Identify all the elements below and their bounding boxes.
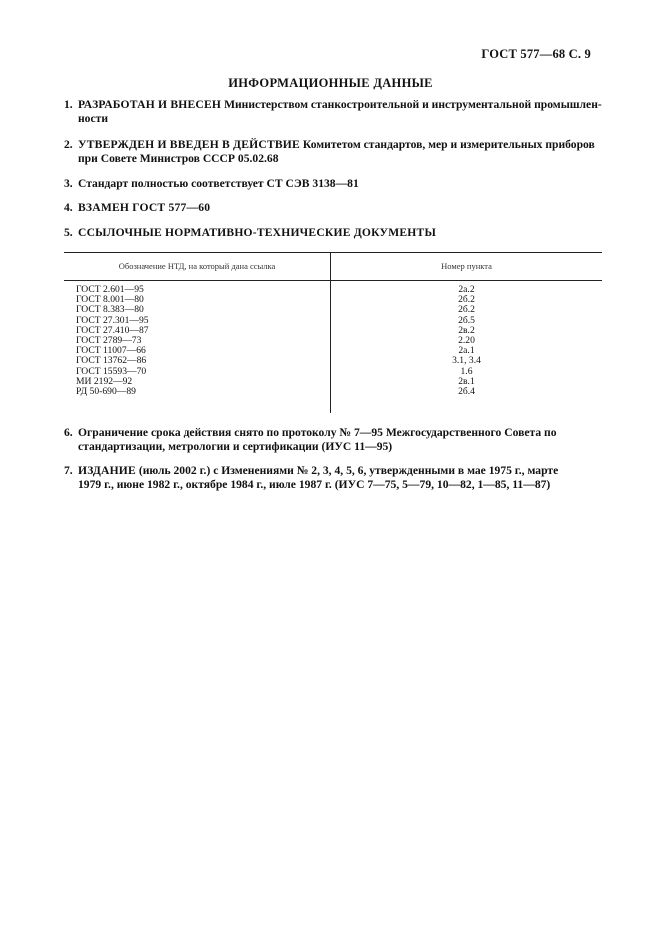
cell-document-designation: ГОСТ 13762—86: [76, 355, 147, 367]
table-header-row: [64, 252, 602, 281]
info-item-7: [64, 464, 602, 491]
item-text: ВЗАМЕН ГОСТ 577—60: [78, 201, 211, 214]
item-number: 5.: [64, 226, 73, 239]
cell-clause-number: 2а.1: [458, 345, 475, 357]
table-row: [64, 367, 602, 377]
table-row: [64, 326, 602, 336]
item-lead: УТВЕРЖДЕН И ВВЕДЕН В ДЕЙСТВИЕ: [78, 138, 300, 151]
info-item-1: [64, 98, 602, 125]
column-header-clause: Номер пункта: [441, 261, 492, 271]
cell-clause-number: 2а.2: [458, 284, 475, 295]
cell-clause-number: 2в.1: [458, 375, 475, 387]
item-text-line1: Комитетом стандартов, мер и измерительных приборов: [302, 138, 595, 151]
item-text: ССЫЛОЧНЫЕ НОРМАТИВНО-ТЕХНИЧЕСКИЕ ДОКУМЕНТЫ: [78, 226, 437, 239]
cell-clause-number: 2б.4: [458, 385, 475, 397]
item-number: 4.: [64, 201, 73, 214]
cell-document-designation: РД 50-690—89: [76, 385, 136, 397]
cell-clause-number: 3.1, 3.4: [452, 355, 481, 367]
item-text-line1: (июль 2002 г.) с Изменениями № 2, 3, 4, 5, 6, утвержденными в мае 1975 г., марте: [138, 464, 559, 477]
cell-clause-number: 2б.2: [458, 304, 475, 316]
item-number: 3.: [64, 177, 73, 190]
info-item-6: [64, 426, 602, 453]
page-header-doc-ref: ГОСТ 577—68 С. 9: [481, 47, 591, 61]
cell-document-designation: ГОСТ 8.001—80: [76, 294, 144, 306]
item-text: Стандарт полностью соответствует СТ СЭВ 3138—81: [78, 177, 359, 190]
cell-clause-number: 2б.2: [458, 294, 475, 306]
cell-clause-number: 2б.5: [458, 314, 475, 326]
item-number: 7.: [64, 464, 73, 477]
cell-document-designation: ГОСТ 2789—73: [76, 334, 142, 346]
info-item-2: [64, 138, 602, 165]
table-row: [64, 295, 602, 305]
item-text-line2: при Совете Министров СССР 05.02.68: [78, 151, 279, 165]
cell-document-designation: ГОСТ 11007—66: [76, 345, 146, 357]
cell-clause-number: 2в.2: [458, 324, 475, 336]
cell-document-designation: ГОСТ 27.301—95: [76, 314, 149, 326]
table-row: [64, 285, 602, 295]
table-row: [64, 387, 602, 397]
item-text-line2: ности: [78, 111, 108, 125]
item-text-line2: стандартизации, метрологии и сертификации (ИУС 11—95): [78, 439, 393, 453]
item-text-line1: Министерством станкостроительной и инструментальной промышлен-: [224, 98, 602, 111]
table-row: [64, 377, 602, 387]
item-text-line1: Ограничение срока действия снято по протоколу № 7—95 Межгосударственного Совета по: [78, 426, 557, 439]
cell-document-designation: ГОСТ 27.410—87: [76, 324, 149, 336]
table-body: [64, 285, 602, 397]
table-row: [64, 356, 602, 366]
cell-clause-number: 2.20: [458, 334, 475, 346]
cell-document-designation: ГОСТ 15593—70: [76, 365, 147, 377]
item-number: 1.: [64, 98, 73, 111]
item-lead: РАЗРАБОТАН И ВНЕСЕН: [78, 98, 222, 111]
cell-document-designation: ГОСТ 8.383—80: [76, 304, 144, 316]
cell-document-designation: МИ 2192—92: [76, 375, 133, 387]
item-number: 6.: [64, 426, 73, 439]
reference-documents-table: [64, 252, 602, 397]
info-item-4: [64, 201, 602, 215]
info-item-3: [64, 177, 602, 191]
info-item-5: [64, 226, 602, 240]
table-top-rule: [64, 252, 602, 253]
item-lead: ИЗДАНИЕ: [78, 464, 136, 477]
document-title: ИНФОРМАЦИОННЫЕ ДАННЫЕ: [228, 76, 433, 90]
item-number: 2.: [64, 138, 73, 151]
item-text-line2: 1979 г., июне 1982 г., октябре 1984 г., июле 1987 г. (ИУС 7—75, 5—79, 10—82, 1—85, 11—87): [78, 477, 551, 491]
column-header-document: Обозначение НТД, на который дана ссылка: [118, 261, 276, 271]
cell-document-designation: ГОСТ 2.601—95: [76, 284, 144, 295]
cell-clause-number: 1.6: [460, 365, 473, 377]
